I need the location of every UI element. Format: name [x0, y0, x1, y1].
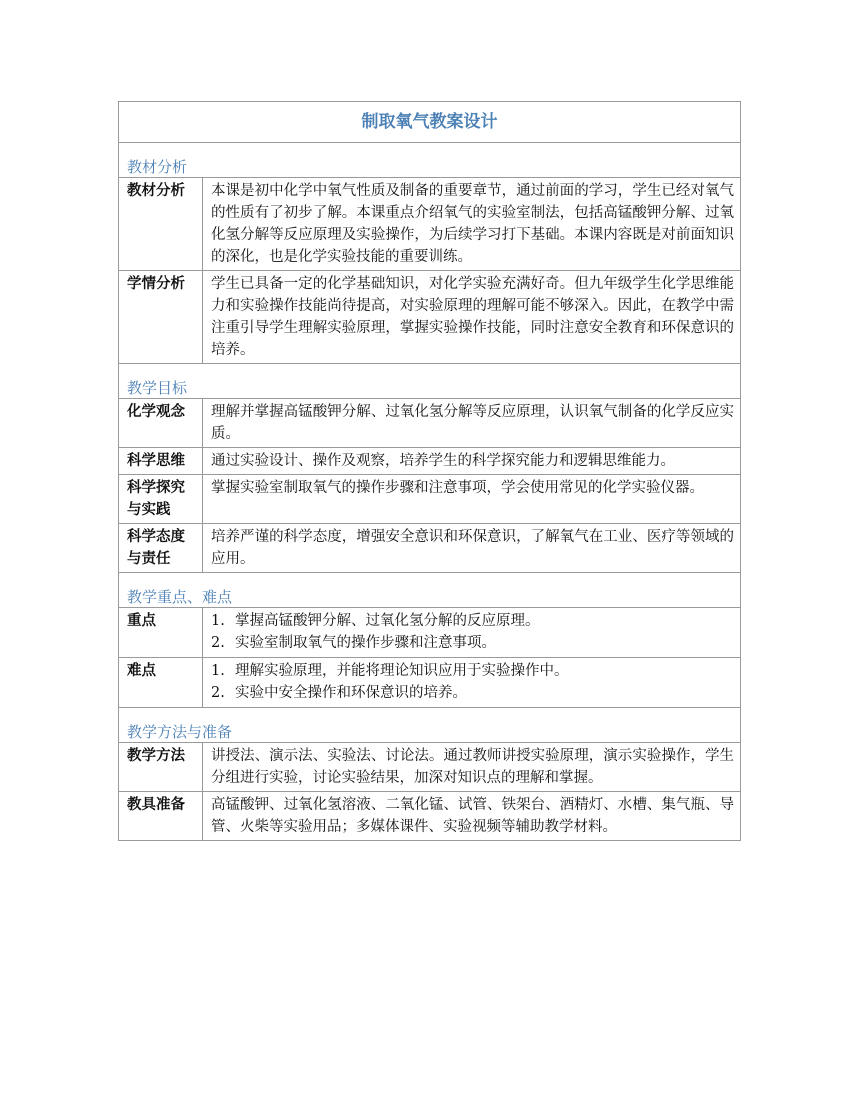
lesson-plan-document — [118, 101, 741, 841]
row-label: 化学观念 — [127, 404, 185, 420]
table-row — [119, 448, 741, 475]
list-item: 1. 掌握高锰酸钾分解、过氧化氢分解的反应原理。 — [211, 613, 540, 629]
list-item: 1. 理解实验原理，并能将理论知识应用于实验操作中。 — [211, 663, 569, 679]
row-label: 教学方法 — [127, 748, 185, 764]
document-title: 制取氧气教案设计 — [361, 112, 498, 132]
section-heading-keypoints: 教学重点、难点 — [127, 588, 233, 606]
row-content: 学生已具备一定的化学基础知识，对化学实验充满好奇。但九年级学生化学思维能力和实验操作技能尚待提高，对实验原理的理解可能不够深入。因此，在教学中需注重引导学生理解实验原理，掌握实验操作技能，同时注意安全教育和环保意识的培养。 — [211, 276, 734, 358]
table-row — [119, 475, 741, 524]
table-row — [119, 792, 741, 841]
table-row — [119, 399, 741, 448]
table-row — [119, 271, 741, 364]
row-label: 学情分析 — [127, 276, 185, 292]
numbered-list — [203, 608, 740, 657]
section-heading-methods: 教学方法与准备 — [127, 723, 233, 741]
section-row-methods — [119, 708, 741, 743]
section-row-material — [119, 143, 741, 178]
row-content: 培养严谨的科学态度，增强安全意识和环保意识，了解氧气在工业、医疗等领域的应用。 — [211, 529, 734, 567]
section-row-goals — [119, 364, 741, 399]
list-item: 2. 实验中安全操作和环保意识的培养。 — [211, 685, 467, 701]
row-label: 重点 — [127, 613, 156, 629]
row-label: 科学态度与责任 — [127, 529, 185, 567]
row-label: 教材分析 — [127, 183, 185, 199]
section-heading-goals: 教学目标 — [127, 379, 188, 397]
title-cell — [119, 102, 741, 143]
table-row — [119, 658, 741, 708]
list-item: 2. 实验室制取氧气的操作步骤和注意事项。 — [211, 635, 496, 651]
table-row — [119, 524, 741, 573]
numbered-list — [203, 658, 740, 707]
lesson-plan-table — [118, 101, 741, 841]
section-row-keypoints — [119, 573, 741, 608]
section-heading-material: 教材分析 — [127, 158, 188, 176]
row-label: 难点 — [127, 663, 156, 679]
row-content: 高锰酸钾、过氧化氢溶液、二氧化锰、试管、铁架台、酒精灯、水槽、集气瓶、导管、火柴等实验用品；多媒体课件、实验视频等辅助教学材料。 — [211, 797, 734, 835]
row-content: 本课是初中化学中氧气性质及制备的重要章节，通过前面的学习，学生已经对氧气的性质有了初步了解。本课重点介绍氧气的实验室制法，包括高锰酸钾分解、过氧化氢分解等反应原理及实验操作，为后续学习打下基础。本课内容既是对前面知识的深化，也是化学实验技能的重要训练。 — [211, 183, 734, 265]
table-row — [119, 178, 741, 271]
row-content: 掌握实验室制取氧气的操作步骤和注意事项，学会使用常见的化学实验仪器。 — [211, 480, 704, 496]
row-label: 科学思维 — [127, 453, 185, 469]
row-label: 科学探究与实践 — [127, 480, 185, 518]
title-row — [119, 102, 741, 143]
row-label: 教具准备 — [127, 797, 185, 813]
row-content: 讲授法、演示法、实验法、讨论法。通过教师讲授实验原理，演示实验操作，学生分组进行实验，讨论实验结果，加深对知识点的理解和掌握。 — [211, 748, 734, 786]
row-content: 理解并掌握高锰酸钾分解、过氧化氢分解等反应原理，认识氧气制备的化学反应实质。 — [211, 404, 734, 442]
table-row — [119, 608, 741, 658]
row-content: 通过实验设计、操作及观察，培养学生的科学探究能力和逻辑思维能力。 — [211, 453, 675, 469]
table-row — [119, 743, 741, 792]
